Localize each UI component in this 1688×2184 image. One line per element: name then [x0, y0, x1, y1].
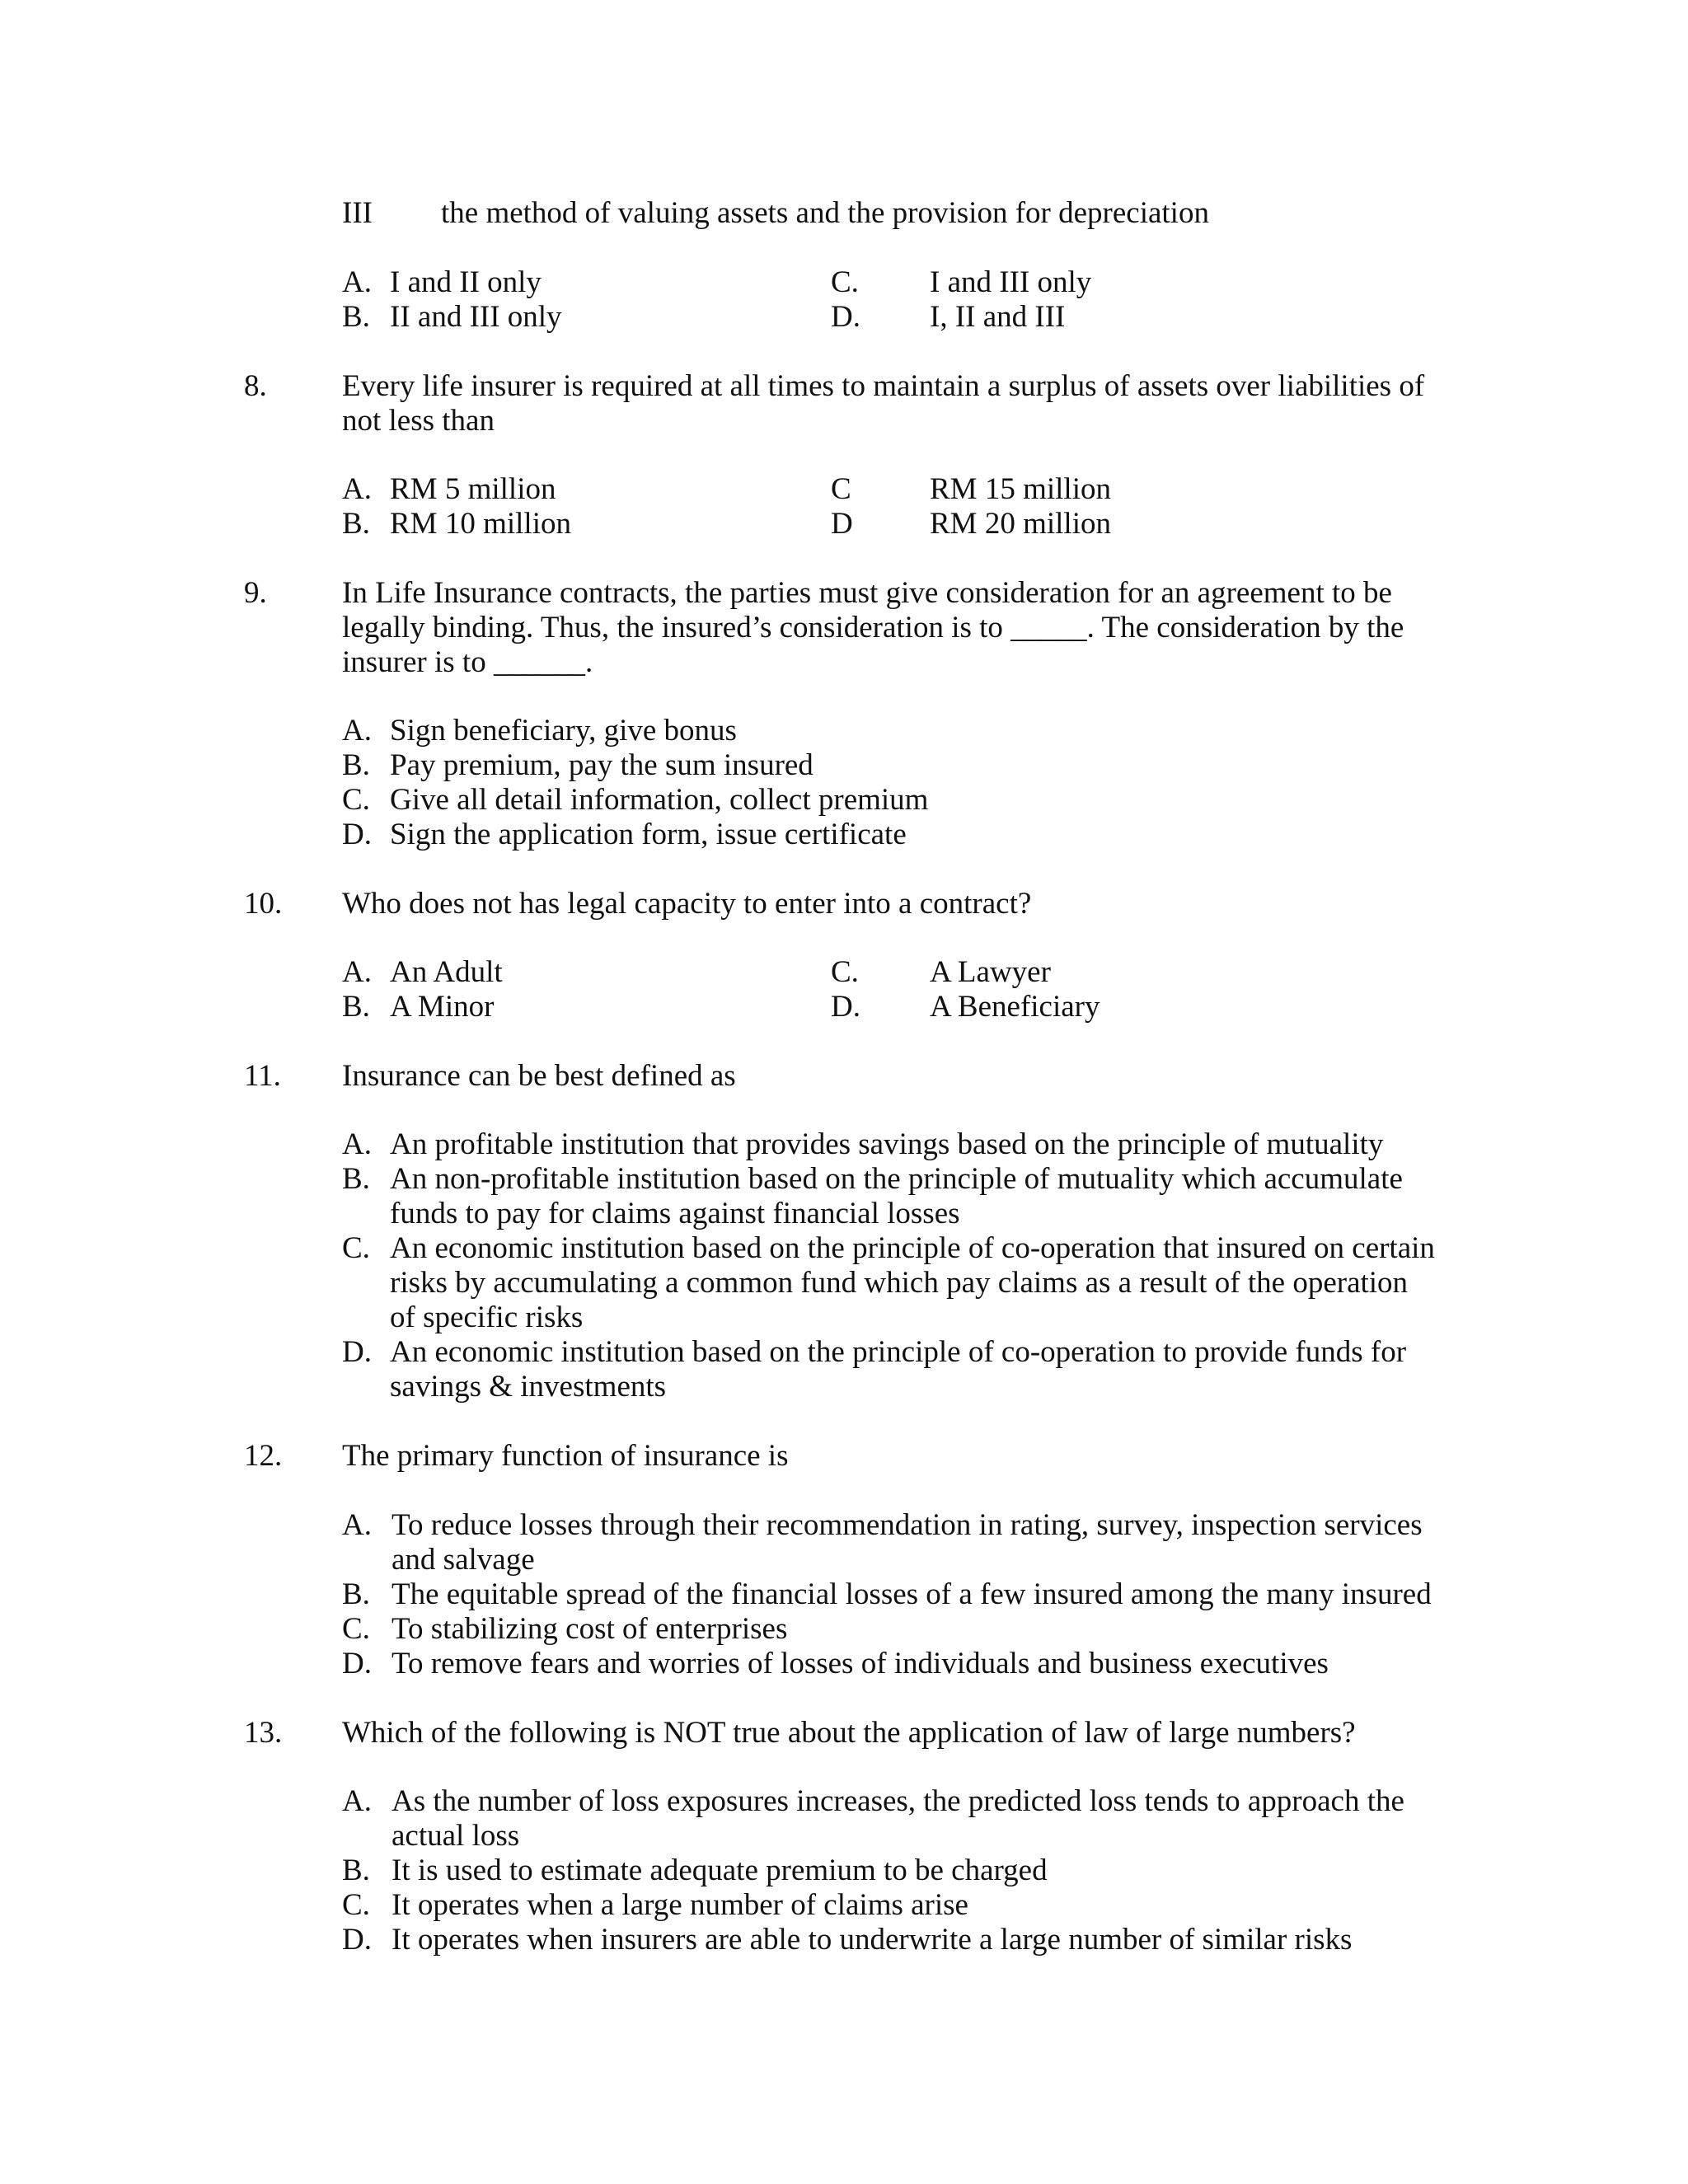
text-segment: insurer is to	[342, 645, 494, 679]
option-b-letter: B.	[342, 990, 370, 1024]
option-d-letter: D.	[831, 300, 860, 334]
question-text-line: Which of the following is NOT true about the application of law of large numbers?	[342, 1716, 1356, 1750]
question-text-line: In Life Insurance contracts, the parties must give consideration for an agreement to be	[342, 576, 1392, 610]
option-b-text: funds to pay for claims against financial losses	[390, 1197, 960, 1230]
statement-iii-text: the method of valuing assets and the provision for depreciation	[441, 196, 1209, 230]
option-d-letter: D.	[831, 990, 860, 1024]
option-b-text: It is used to estimate adequate premium to be charged	[392, 1854, 1048, 1887]
option-c-letter: C	[831, 472, 851, 506]
option-c-letter: C.	[342, 1231, 370, 1265]
option-c-text: A Lawyer	[930, 955, 1051, 989]
question-number: 11.	[244, 1059, 281, 1093]
question-number: 13.	[244, 1716, 283, 1750]
option-c-text: risks by accumulating a common fund which pay claims as a result of the operation	[390, 1266, 1409, 1300]
roman-numeral-iii: III	[342, 196, 373, 230]
option-c-letter: C.	[831, 955, 859, 989]
option-d-text: savings & investments	[390, 1370, 667, 1404]
option-b-letter: B.	[342, 748, 370, 782]
option-c-text: Give all detail information, collect premium	[390, 783, 929, 817]
option-a-text: I and II only	[390, 265, 542, 299]
option-b-letter: B.	[342, 1577, 370, 1611]
option-c-text: of specific risks	[390, 1301, 584, 1334]
option-b-letter: B.	[342, 300, 370, 334]
option-a-letter: A.	[342, 714, 372, 748]
option-d-text: An economic institution based on the principle of co-operation to provide funds for	[390, 1335, 1407, 1369]
option-a-letter: A.	[342, 1784, 372, 1818]
option-c-text: It operates when a large number of claims arise	[392, 1888, 968, 1922]
question-number: 10.	[244, 887, 283, 921]
question-number: 9.	[244, 576, 267, 610]
option-d-letter: D.	[342, 1647, 372, 1680]
option-d-text: Sign the application form, issue certificate	[390, 818, 907, 851]
option-c-text: An economic institution based on the principle of co-operation that insured on certain	[390, 1231, 1435, 1265]
text-segment: legally binding. Thus, the insured’s consideration is to	[342, 611, 1011, 644]
option-a-letter: A.	[342, 472, 372, 506]
option-b-text: The equitable spread of the financial losses of a few insured among the many insured	[392, 1577, 1432, 1611]
question-text-line: The primary function of insurance is	[342, 1439, 789, 1473]
question-text-line	[342, 645, 593, 680]
question-text-line: Insurance can be best defined as	[342, 1059, 736, 1093]
option-b-text: Pay premium, pay the sum insured	[390, 748, 814, 782]
option-b-letter: B.	[342, 1162, 370, 1196]
question-text-line: Every life insurer is required at all times to maintain a surplus of assets over liabilities of	[342, 369, 1425, 403]
option-a-text: Sign beneficiary, give bonus	[390, 714, 737, 748]
option-b-letter: B.	[342, 1854, 370, 1887]
option-d-text: To remove fears and worries of losses of individuals and business executives	[392, 1647, 1329, 1680]
option-d-text: I, II and III	[930, 300, 1066, 334]
answer-blank: _____	[1010, 611, 1087, 644]
option-c-text: RM 15 million	[930, 472, 1111, 506]
option-c-text: To stabilizing cost of enterprises	[392, 1612, 788, 1646]
question-text-line: not less than	[342, 404, 495, 438]
question-text-line: Who does not has legal capacity to enter into a contract?	[342, 887, 1032, 921]
option-c-letter: C.	[342, 1888, 370, 1922]
option-d-text: It operates when insurers are able to underwrite a large number of similar risks	[392, 1923, 1353, 1957]
question-number: 8.	[244, 369, 267, 403]
option-c-letter: C.	[342, 783, 370, 817]
option-b-letter: B.	[342, 507, 370, 541]
option-c-letter: C.	[342, 1612, 370, 1646]
text-segment: .	[584, 645, 593, 679]
option-a-text: To reduce losses through their recommendation in rating, survey, inspection services	[392, 1508, 1423, 1542]
option-a-text: actual loss	[392, 1819, 520, 1853]
option-d-letter: D.	[342, 818, 372, 851]
option-b-text: A Minor	[390, 990, 495, 1024]
option-d-letter: D.	[342, 1923, 372, 1957]
question-text-line	[342, 611, 1404, 645]
option-b-text: An non-profitable institution based on the principle of mutuality which accumulate	[390, 1162, 1403, 1196]
option-b-text: RM 10 million	[390, 507, 571, 541]
option-a-letter: A.	[342, 265, 372, 299]
option-a-text: As the number of loss exposures increases, the predicted loss tends to approach the	[392, 1784, 1404, 1818]
option-b-text: II and III only	[390, 300, 562, 334]
option-a-text: An profitable institution that provides savings based on the principle of mutuality	[390, 1127, 1384, 1161]
option-a-letter: A.	[342, 1508, 372, 1542]
option-d-letter: D	[831, 507, 853, 541]
option-a-text: RM 5 million	[390, 472, 556, 506]
option-a-text: An Adult	[390, 955, 503, 989]
option-c-letter: C.	[831, 265, 859, 299]
option-a-letter: A.	[342, 1127, 372, 1161]
question-number: 12.	[244, 1439, 283, 1473]
option-d-text: RM 20 million	[930, 507, 1111, 541]
option-a-letter: A.	[342, 955, 372, 989]
option-a-text: and salvage	[392, 1543, 535, 1577]
answer-blank: ______	[493, 645, 585, 679]
option-d-letter: D.	[342, 1335, 372, 1369]
text-segment: . The consideration by the	[1086, 611, 1404, 644]
option-c-text: I and III only	[930, 265, 1092, 299]
option-d-text: A Beneficiary	[930, 990, 1100, 1024]
